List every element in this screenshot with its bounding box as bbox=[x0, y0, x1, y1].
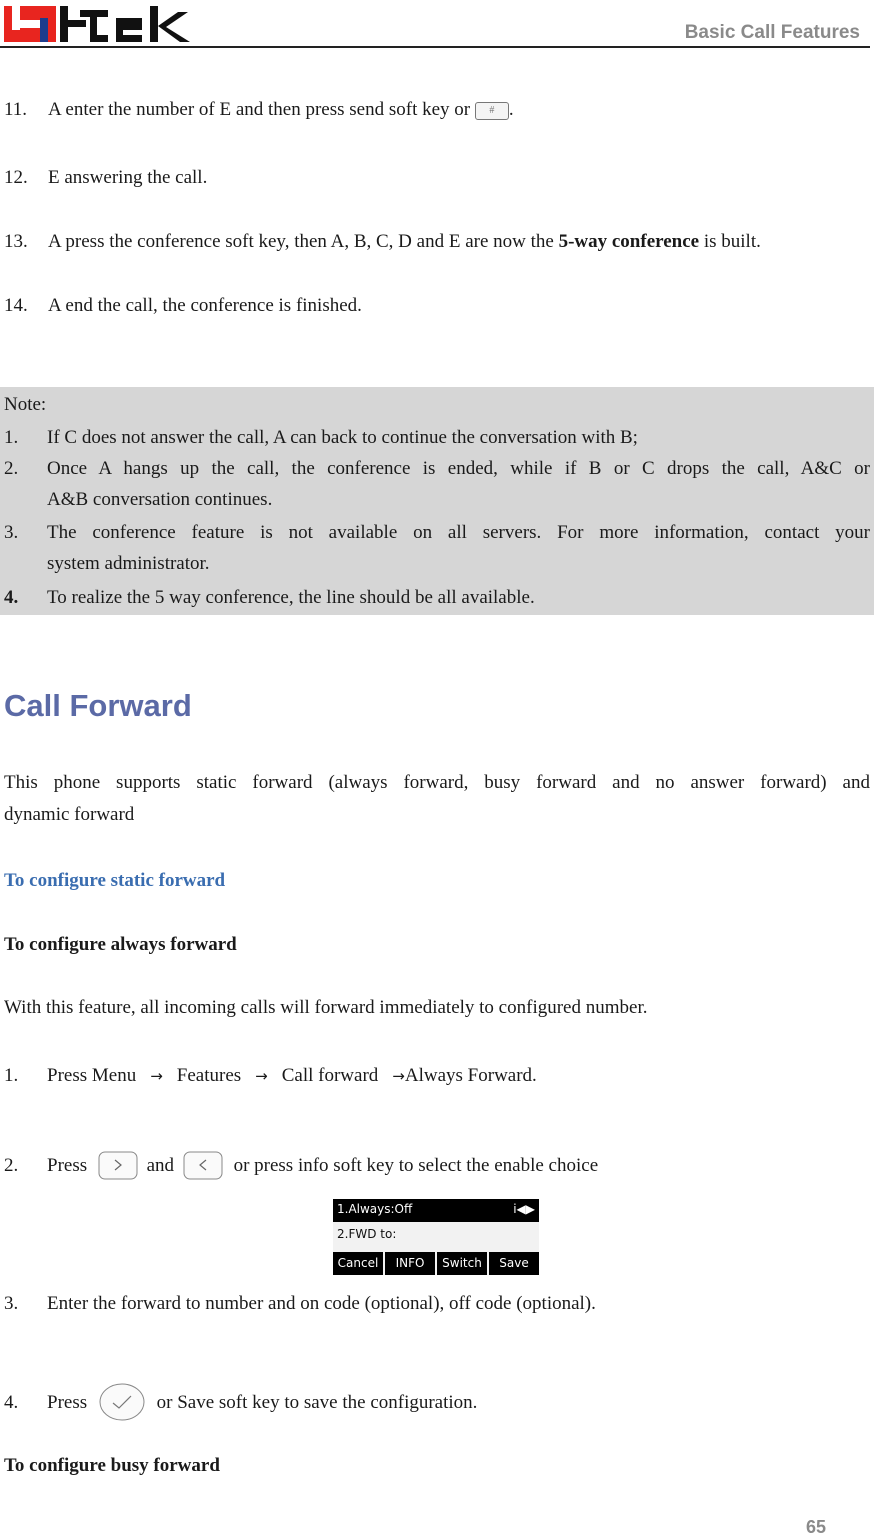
softkey-info: INFO bbox=[385, 1252, 435, 1275]
step-11: 11. A enter the number of E and then press send soft key or # . bbox=[4, 99, 514, 120]
header-title: Basic Call Features bbox=[684, 22, 860, 43]
lcd-row-always: 1.Always:Off i◀▶ bbox=[333, 1199, 539, 1222]
right-key-icon bbox=[98, 1151, 138, 1181]
phone-lcd-screenshot bbox=[333, 1199, 539, 1275]
step-13: 13. A press the conference soft key, then A, B, C, D and E are now the 5-way conference is built. bbox=[4, 231, 761, 252]
note-box bbox=[0, 387, 874, 615]
htek-logo bbox=[4, 4, 194, 44]
arrow-right-icon: → bbox=[392, 1067, 405, 1085]
note-item-2-line-1: Once A hangs up the call, the conference is ended, while if B or C drops the call, A&C or bbox=[47, 458, 870, 479]
softkey-cancel: Cancel bbox=[333, 1252, 383, 1275]
cf-step-3: 3. Enter the forward to number and on code (optional), off code (optional). bbox=[4, 1293, 596, 1314]
always-forward-heading: To configure always forward bbox=[4, 934, 237, 955]
busy-forward-heading: To configure busy forward bbox=[4, 1455, 220, 1476]
softkey-switch: Switch bbox=[437, 1252, 487, 1275]
note-item-2-num: 2. bbox=[4, 458, 19, 479]
arrow-right-icon: → bbox=[150, 1067, 163, 1085]
note-item-3-line-2: system administrator. bbox=[47, 553, 210, 574]
note-item-4: 4. To realize the 5 way conference, the line should be all available. bbox=[4, 587, 535, 608]
lcd-softkey-bar bbox=[333, 1252, 539, 1275]
lcd-row-fwd-to: 2.FWD to: bbox=[337, 1227, 397, 1241]
ok-key-icon bbox=[98, 1382, 146, 1422]
cf-step-4: 4. Press or Save soft key to save the configuration. bbox=[4, 1382, 477, 1422]
note-item-3-num: 3. bbox=[4, 522, 19, 543]
cf-step-2: 2. Press and or press info soft key to select the enable choice bbox=[4, 1151, 598, 1181]
hash-key-icon: # bbox=[475, 102, 509, 120]
page-number: 65 bbox=[805, 1517, 826, 1535]
section-title-call-forward: Call Forward bbox=[4, 688, 192, 723]
page-header bbox=[0, 0, 874, 50]
intro-line-2: dynamic forward bbox=[4, 804, 135, 825]
left-key-icon bbox=[183, 1151, 223, 1181]
cf-step-1: 1. Press Menu → Features → Call forward →Always Forward. bbox=[4, 1065, 537, 1086]
header-divider bbox=[0, 46, 870, 48]
note-label: Note: bbox=[4, 394, 47, 415]
step-14: 14. A end the call, the conference is finished. bbox=[4, 295, 362, 316]
info-nav-icon: i◀▶ bbox=[513, 1202, 535, 1216]
note-item-2-line-2: A&B conversation continues. bbox=[47, 489, 273, 510]
static-forward-heading: To configure static forward bbox=[4, 870, 226, 891]
intro-line-1: This phone supports static forward (always forward, busy forward and no answer forward) and bbox=[4, 772, 870, 793]
softkey-save: Save bbox=[489, 1252, 539, 1275]
arrow-right-icon: → bbox=[255, 1067, 268, 1085]
always-forward-description: With this feature, all incoming calls will forward immediately to configured number. bbox=[4, 997, 648, 1018]
step-12: 12. E answering the call. bbox=[4, 167, 208, 188]
note-item-1: 1. If C does not answer the call, A can back to continue the conversation with B; bbox=[4, 427, 638, 448]
note-item-3-line-1: The conference feature is not available on all servers. For more information, contact your bbox=[47, 522, 870, 543]
